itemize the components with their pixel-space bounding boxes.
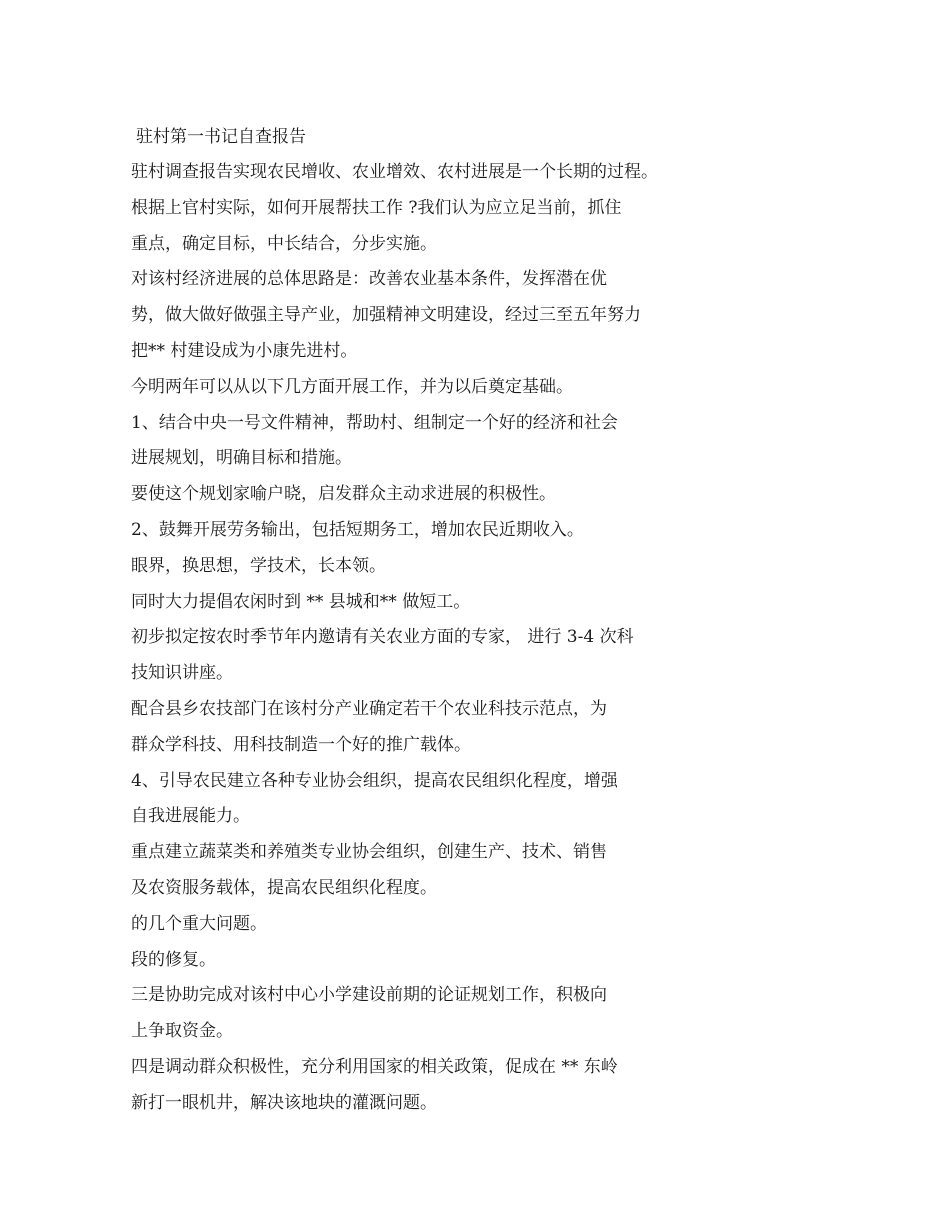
body-line: 三是协助完成对该村中心小学建设前期的论证规划工作，积极向 (131, 985, 607, 1006)
body-line: 驻村调查报告实现农民增收、农业增效、农村进展是一个长期的过程。 (131, 162, 658, 182)
body-line: 技知识讲座。 (131, 663, 233, 684)
body-line: 同时大力提倡农闲时到 ** 县城和** 做短工。 (131, 591, 471, 612)
body-line: 上争取资金。 (131, 1021, 233, 1042)
body-line: 的几个重大问题。 (131, 913, 267, 934)
body-line: 新打一眼机井，解决该地块的灌溉问题。 (131, 1092, 437, 1113)
body-line: 初步拟定按农时季节年内邀请有关农业方面的专家， 进行 3-4 次科 (131, 627, 634, 648)
body-line: 要使这个规划家喻户晓，启发群众主动求进展的积极性。 (131, 484, 556, 505)
body-line: 进展规划，明确目标和措施。 (131, 448, 352, 469)
document-body (131, 161, 931, 1128)
body-line: 配合县乡农技部门在该村分产业确定若干个农业科技示范点，为 (131, 698, 607, 719)
body-line: 段的修复。 (131, 949, 216, 970)
body-line: 把** 村建设成为小康先进村。 (131, 340, 358, 361)
body-line: 自我进展能力。 (131, 806, 250, 827)
body-line: 势，做大做好做强主导产业，加强精神文明建设，经过三至五年努力 (131, 305, 641, 326)
body-line: 重点，确定目标，中长结合，分步实施。 (131, 233, 437, 254)
body-line: 根据上官村实际，如何开展帮扶工作 ?我们认为应立足当前，抓住 (131, 197, 622, 218)
document-title: 驻村第一书记自查报告 (136, 127, 306, 147)
body-line: 1、结合中央一号文件精神，帮助村、组制定一个好的经济和社会 (131, 412, 618, 433)
body-line: 4、引导农民建立各种专业协会组织，提高农民组织化程度，增强 (131, 770, 618, 791)
body-line: 对该村经济进展的总体思路是：改善农业基本条件，发挥潜在优 (131, 269, 607, 290)
body-line: 眼界，换思想，学技术，长本领。 (131, 555, 386, 576)
body-line: 四是调动群众积极性，充分利用国家的相关政策，促成在 ** 东岭 (131, 1056, 618, 1077)
body-line: 及农资服务载体，提高农民组织化程度。 (131, 877, 437, 898)
body-line: 群众学科技、用科技制造一个好的推广载体。 (131, 734, 471, 755)
body-line: 2、鼓舞开展劳务输出，包括短期务工，增加农民近期收入。 (131, 519, 584, 540)
body-line: 今明两年可以从以下几方面开展工作，并为以后奠定基础。 (131, 376, 573, 397)
body-line: 重点建立蔬菜类和养殖类专业协会组织，创建生产、技术、销售 (131, 842, 607, 863)
